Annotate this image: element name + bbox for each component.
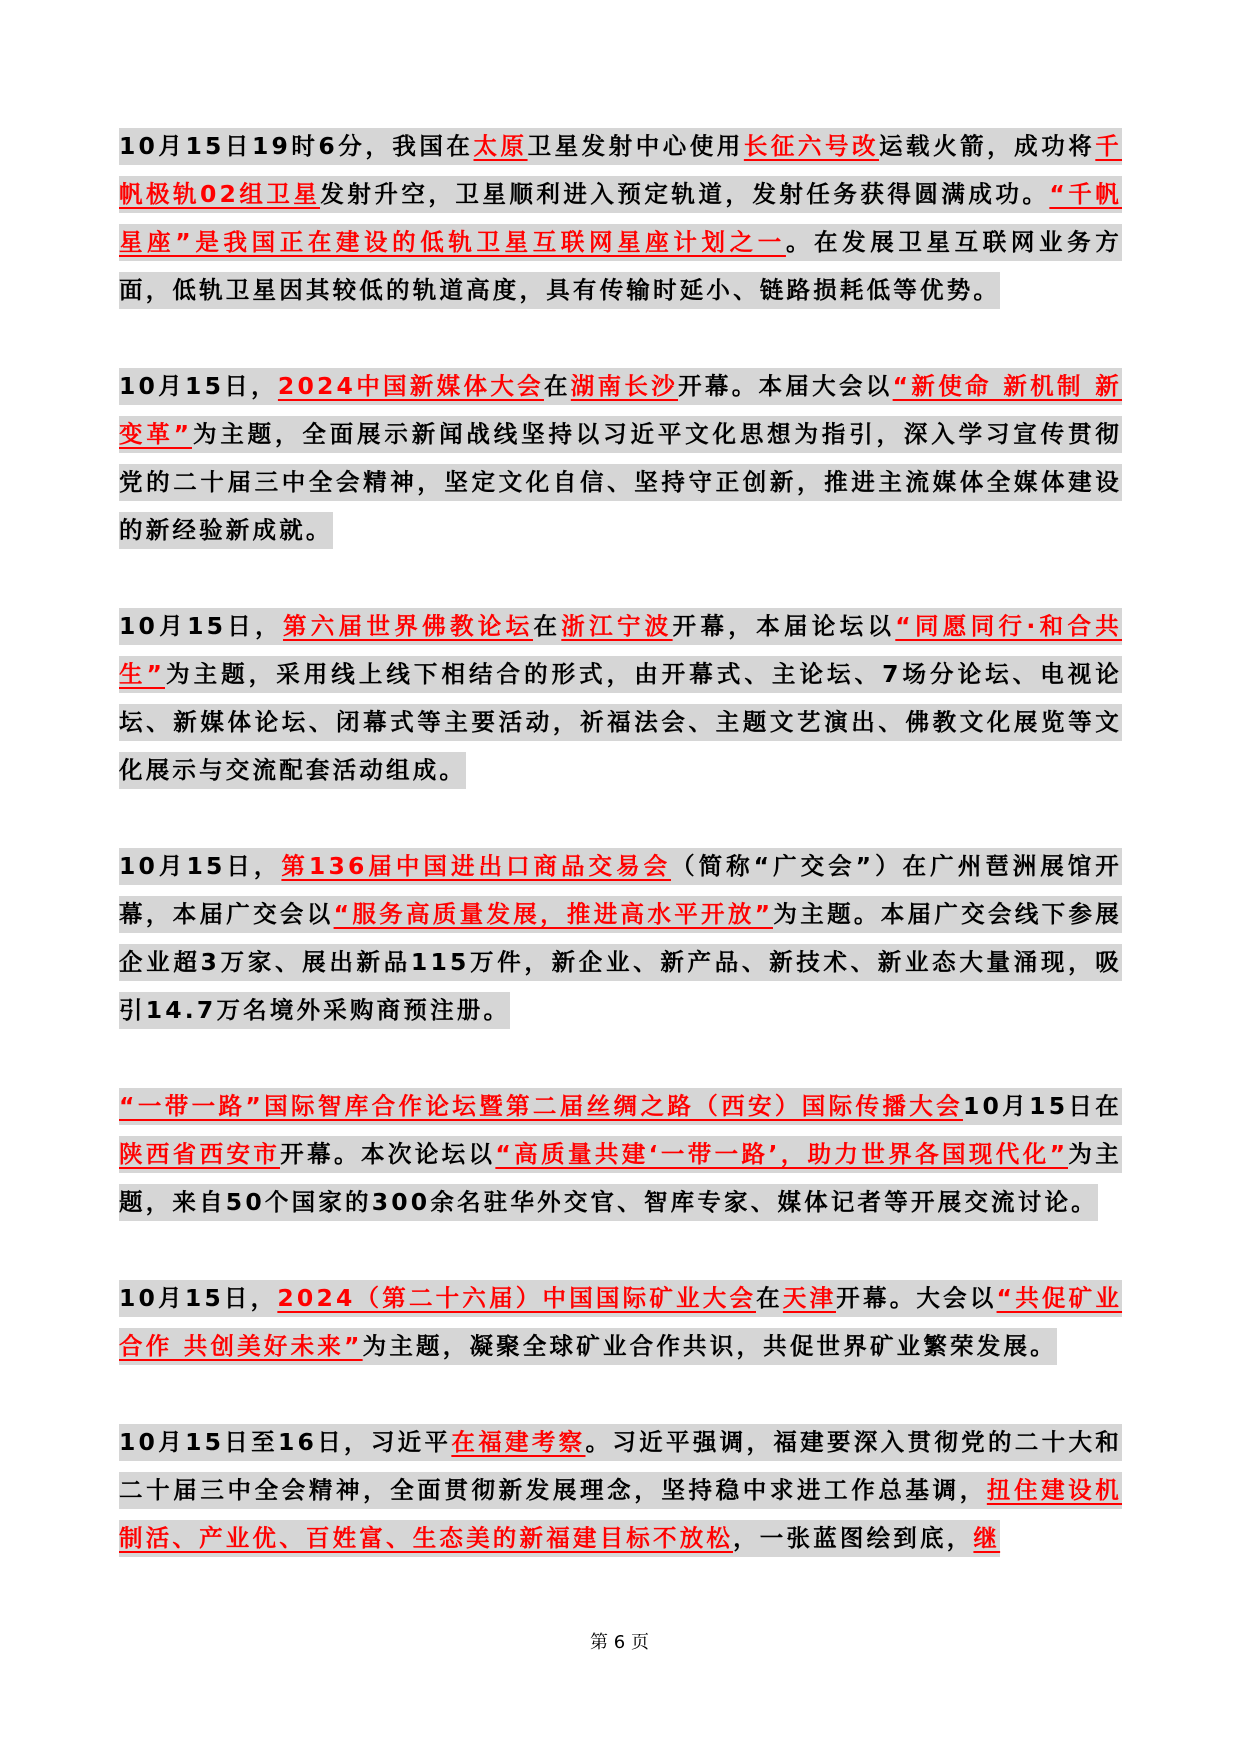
text-run: 。在发展卫星互联网业务方面，低轨卫星因其较低的轨道高度，具有传输时延小、链路损耗低等优势。 bbox=[119, 224, 1122, 309]
text-run: 。习近平强调，福建要深入贯彻党的二十大和二十届三中全会精神，全面贯彻新发展理念，坚持稳中求进工作总基调， bbox=[119, 1424, 1122, 1509]
text-run: ，一张蓝图绘到底， bbox=[733, 1520, 973, 1557]
text-run: 为主题，全面展示新闻战线坚持以习近平文化思想为指引，深入学习宣传贯彻党的二十届三中全会精神，坚定文化自信、坚持守正创新，推进主流媒体全媒体建设的新经验新成就。 bbox=[119, 416, 1122, 549]
document-page bbox=[119, 122, 1122, 1610]
text-run: 在 bbox=[756, 1280, 783, 1317]
text-run: 为主题，凝聚全球矿业合作共识，共促世界矿业繁荣发展。 bbox=[363, 1328, 1057, 1365]
highlighted-keyword: 浙江宁波 bbox=[561, 608, 672, 645]
highlighted-keyword: 太原 bbox=[473, 128, 527, 165]
text-run: 10月15日， bbox=[119, 848, 281, 885]
paragraph-qianfan-launch bbox=[119, 122, 1122, 314]
paragraph-new-media-conference bbox=[119, 362, 1122, 554]
text-run: 开幕。本届大会以 bbox=[678, 368, 893, 405]
text-run: 为主题。本届广交会线下参展企业超3万家、展出新品115万件，新企业、新产品、新技术、新业态大量涌现，吸引14.7万名境外采购商预注册。 bbox=[119, 896, 1122, 1029]
highlighted-keyword: 继 bbox=[973, 1520, 1000, 1557]
paragraph-belt-road-forum bbox=[119, 1082, 1122, 1226]
highlighted-keyword: 2024中国新媒体大会 bbox=[278, 368, 544, 405]
text-run: （简称“广交会”）在广州琶洲展馆开幕，本届广交会以 bbox=[119, 848, 1122, 933]
highlighted-keyword: 在福建考察 bbox=[451, 1424, 585, 1461]
highlighted-keyword: “千帆星座”是我国正在建设的低轨卫星互联网星座计划之一 bbox=[119, 176, 1122, 261]
page-number: 第 6 页 bbox=[590, 1632, 649, 1653]
highlighted-keyword: “同愿同行·和合共生” bbox=[119, 608, 1122, 693]
text-run: 为主题，采用线上线下相结合的形式，由开幕式、主论坛、7场分论坛、电视论坛、新媒体论坛、闭幕式等主要活动，祈福法会、主题文艺演出、佛教文化展览等文化展示与交流配套活动组成。 bbox=[119, 656, 1122, 789]
highlighted-keyword: 天津 bbox=[783, 1280, 836, 1317]
text-run: 10月15日19时6分，我国在 bbox=[119, 128, 473, 165]
text-run: 在 bbox=[544, 368, 571, 405]
text-run: 10月15日至16日，习近平 bbox=[119, 1424, 451, 1461]
text-run: 10月15日， bbox=[119, 368, 278, 405]
paragraph-canton-fair bbox=[119, 842, 1122, 1034]
text-run: 卫星发射中心使用 bbox=[528, 128, 744, 165]
highlighted-keyword: 第136届中国进出口商品交易会 bbox=[281, 848, 671, 885]
highlighted-keyword: “一带一路”国际智库合作论坛暨第二届丝绸之路（西安）国际传播大会 bbox=[119, 1088, 963, 1125]
paragraph-fujian-inspection bbox=[119, 1418, 1122, 1562]
text-run: 开幕，本届论坛以 bbox=[673, 608, 896, 645]
text-run: 10月15日， bbox=[119, 1280, 277, 1317]
paragraph-mining-conference bbox=[119, 1274, 1122, 1370]
text-run: 运载火箭，成功将 bbox=[879, 128, 1095, 165]
text-run: 发射升空，卫星顺利进入预定轨道，发射任务获得圆满成功。 bbox=[320, 176, 1049, 213]
highlighted-keyword: 扭住建设机制活、产业优、百姓富、生态美的新福建目标不放松 bbox=[119, 1472, 1122, 1557]
highlighted-keyword: 陕西省西安市 bbox=[119, 1136, 280, 1173]
highlighted-keyword: 千帆极轨02组卫星 bbox=[119, 128, 1122, 213]
highlighted-keyword: “新使命 新机制 新变革” bbox=[119, 368, 1122, 453]
highlighted-keyword: 第六届世界佛教论坛 bbox=[283, 608, 533, 645]
highlighted-keyword: 长征六号改 bbox=[744, 128, 879, 165]
highlighted-keyword: 2024（第二十六届）中国国际矿业大会 bbox=[277, 1280, 756, 1317]
text-run: 10月15日， bbox=[119, 608, 283, 645]
text-run: 在 bbox=[533, 608, 561, 645]
text-run: 为主题，来自50个国家的300余名驻华外交官、智库专家、媒体记者等开展交流讨论。 bbox=[119, 1136, 1122, 1221]
highlighted-keyword: 湖南长沙 bbox=[571, 368, 678, 405]
text-run: 开幕。本次论坛以 bbox=[280, 1136, 495, 1173]
highlighted-keyword: “共促矿业合作 共创美好未来” bbox=[119, 1280, 1122, 1365]
highlighted-keyword: “服务高质量发展，推进高水平开放” bbox=[334, 896, 774, 933]
highlighted-keyword: “高质量共建‘一带一路’，助力世界各国现代化” bbox=[495, 1136, 1068, 1173]
paragraph-buddhist-forum bbox=[119, 602, 1122, 794]
text-run: 10月15日在 bbox=[963, 1088, 1122, 1125]
text-run: 开幕。大会以 bbox=[836, 1280, 996, 1317]
